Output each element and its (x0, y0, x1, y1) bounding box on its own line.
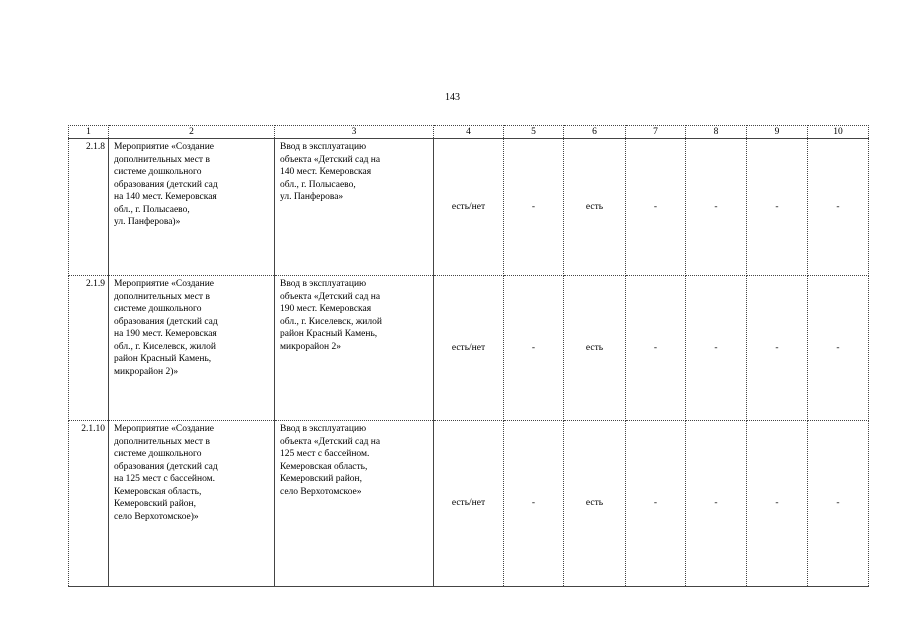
text-line: дополнительных мест в (114, 154, 210, 165)
event-description (109, 276, 275, 421)
value-cell: - (808, 276, 869, 421)
event-description (109, 421, 275, 587)
value-cell: - (808, 421, 869, 587)
value-cell: - (504, 421, 564, 587)
value-cell: - (626, 421, 686, 587)
text-line: системе дошкольного (114, 167, 202, 178)
header-col-9: 9 (747, 126, 808, 139)
text-line: район Красный Камень, (114, 354, 212, 365)
text-line: образования (детский сад (114, 461, 218, 472)
indicator-description (275, 421, 434, 587)
value-cell: - (686, 276, 747, 421)
indicator-description (275, 276, 434, 421)
text-line: на 125 мест с бассейном. (114, 474, 216, 485)
header-col-6: 6 (564, 126, 626, 139)
text-line: село Верхотомское)» (114, 511, 199, 522)
value-cell: - (808, 139, 869, 276)
program-activities-table (68, 125, 869, 587)
row-number: 2.1.8 (69, 139, 109, 276)
text-line: Кемеровский район, (280, 474, 362, 485)
text-line: объекта «Детский сад на (280, 291, 381, 302)
row-number: 2.1.9 (69, 276, 109, 421)
text-line: системе дошкольного (114, 304, 202, 315)
text-line: 140 мест. Кемеровская (280, 167, 372, 178)
table-row (69, 139, 869, 276)
value-cell: - (747, 421, 808, 587)
header-col-1: 1 (69, 126, 109, 139)
value-cell: - (686, 421, 747, 587)
header-col-10: 10 (808, 126, 869, 139)
text-line: Мероприятие «Создание (114, 142, 215, 152)
text-line: Мероприятие «Создание (114, 279, 215, 289)
text-line: район Красный Камень, (280, 329, 378, 340)
text-line: обл., г. Полысаево, (114, 204, 190, 215)
header-col-8: 8 (686, 126, 747, 139)
text-line: образования (детский сад (114, 316, 218, 327)
text-line: Кемеровская область, (114, 486, 202, 497)
table-row (69, 276, 869, 421)
text-line: Кемеровская область, (280, 461, 368, 472)
text-line: 125 мест с бассейном. (280, 449, 370, 460)
header-col-7: 7 (626, 126, 686, 139)
header-col-2: 2 (109, 126, 275, 139)
unit-cell: есть/нет (434, 276, 504, 421)
indicator-description (275, 139, 434, 276)
text-line: село Верхотомское» (280, 486, 362, 497)
header-col-5: 5 (504, 126, 564, 139)
text-line: объекта «Детский сад на (280, 436, 381, 447)
text-line: дополнительных мест в (114, 436, 210, 447)
value-cell: есть (564, 276, 626, 421)
text-line: Ввод в эксплуатацию (280, 142, 367, 152)
text-line: системе дошкольного (114, 449, 202, 460)
text-line: объекта «Детский сад на (280, 154, 381, 165)
header-col-3: 3 (275, 126, 434, 139)
row-number: 2.1.10 (69, 421, 109, 587)
text-line: микрорайон 2)» (114, 366, 179, 377)
event-description (109, 139, 275, 276)
text-line: Ввод в эксплуатацию (280, 279, 367, 289)
text-line: образования (детский сад (114, 179, 218, 190)
text-line: обл., г. Киселевск, жилой (114, 341, 216, 352)
value-cell: - (504, 139, 564, 276)
value-cell: - (747, 276, 808, 421)
text-line: обл., г. Полысаево, (280, 179, 356, 190)
header-row (69, 126, 869, 139)
value-cell: - (686, 139, 747, 276)
table-row (69, 421, 869, 587)
header-col-4: 4 (434, 126, 504, 139)
text-line: Ввод в эксплуатацию (280, 424, 367, 434)
value-cell: - (626, 276, 686, 421)
page-number: 143 (445, 92, 460, 103)
value-cell: есть (564, 421, 626, 587)
text-line: микрорайон 2» (280, 341, 341, 352)
unit-cell: есть/нет (434, 139, 504, 276)
text-line: ул. Панферова)» (114, 217, 181, 228)
value-cell: есть (564, 139, 626, 276)
unit-cell: есть/нет (434, 421, 504, 587)
text-line: Мероприятие «Создание (114, 424, 215, 434)
value-cell: - (504, 276, 564, 421)
value-cell: - (626, 139, 686, 276)
text-line: на 190 мест. Кемеровская (114, 329, 217, 340)
text-line: ул. Панферова» (280, 192, 344, 203)
text-line: на 140 мест. Кемеровская (114, 192, 217, 203)
text-line: 190 мест. Кемеровская (280, 304, 372, 315)
value-cell: - (747, 139, 808, 276)
text-line: Кемеровский район, (114, 499, 196, 510)
text-line: обл., г. Киселевск, жилой (280, 316, 382, 327)
text-line: дополнительных мест в (114, 291, 210, 302)
